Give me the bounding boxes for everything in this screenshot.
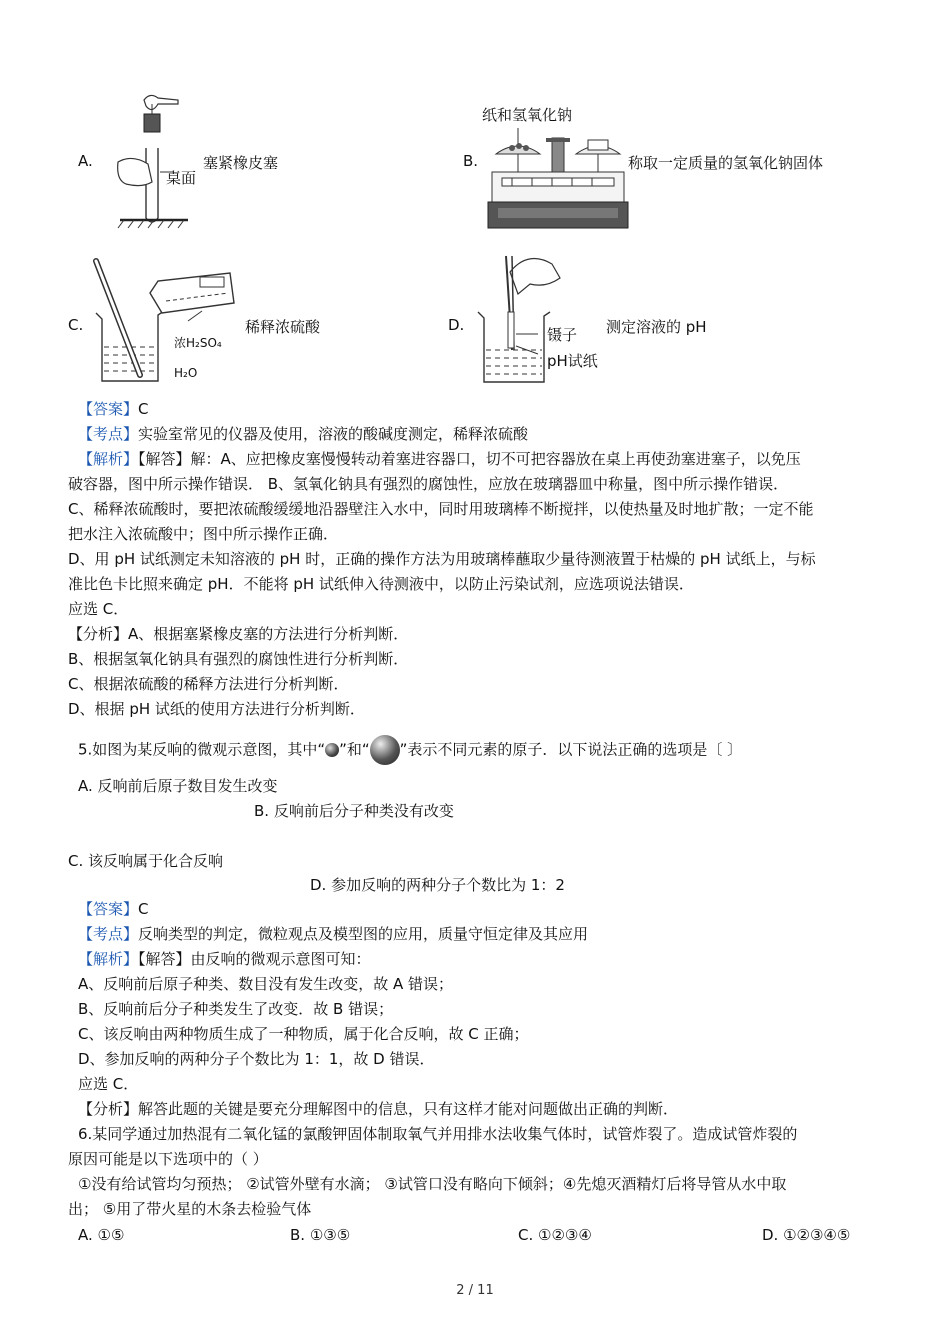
q4-analysis-line: C、稀释浓硫酸时，要把浓硫酸缓缓地沿器壁注入水中，同时用玻璃棒不断搅拌，以使热量及时地扩散；一定不能 [68, 500, 814, 518]
q5-option-b: B. 反响前后分子种类没有改变 [254, 802, 454, 820]
figure-c-letter: C. [68, 316, 84, 334]
figure-d-tweezers-label: 镊子 [547, 326, 578, 344]
q5-analysis-line: A、反响前后原子种类、数目没有发生改变，故 A 错误； [78, 975, 454, 993]
large-atom-icon [370, 735, 400, 765]
figure-d-description: 测定溶液的 pH [606, 318, 707, 336]
figure-a-illustration [110, 90, 210, 230]
q4-analysis-line: 【解析】【解答】解：A、应把橡皮塞慢慢转动着塞进容器口，切不可把容器放在桌上再使劲塞进塞子，以免压 [78, 450, 801, 468]
figure-c-description: 稀释浓硫酸 [245, 318, 321, 336]
q4-analysis-line: B、根据氢氧化钠具有强烈的腐蚀性进行分析判断． [68, 650, 409, 668]
q6-option-a: A. ①⑤ [78, 1226, 125, 1244]
q5-analysis-line: 【解析】【解答】由反响的微观示意图可知： [78, 950, 371, 968]
q5-analysis-line: 【分析】解答此题的关键是要充分理解图中的信息，只有这样才能对问题做出正确的判断． [78, 1100, 679, 1118]
q4-point: 【考点】实验室常见的仪器及使用，溶液的酸碱度测定，稀释浓硫酸 [78, 425, 529, 443]
page-number: 2 / 11 [456, 1283, 494, 1298]
figure-b-letter: B. [463, 152, 479, 170]
q5-analysis-line: D、参加反响的两种分子个数比为 1：1，故 D 错误． [78, 1050, 435, 1068]
q4-answer: 【答案】C [78, 400, 149, 418]
figure-d-letter: D. [448, 316, 465, 334]
small-atom-icon [325, 743, 339, 757]
q5-point: 【考点】反响类型的判定，微粒观点及模型图的应用，质量守恒定律及其应用 [78, 925, 589, 943]
q4-analysis-line: D、根据 pH 试纸的使用方法进行分析判断． [68, 700, 365, 718]
figure-c-acid-label: 浓H₂SO₄ [174, 336, 222, 350]
q5-stem: 5.如图为某反响的微观示意图，其中“ ”和“ ”表示不同元素的原子．以下说法正确的选项是〔 〕 [78, 735, 742, 765]
q6-stem: 原因可能是以下选项中的（ ） [68, 1150, 268, 1168]
figure-c-dilution-illustration [92, 255, 242, 390]
q5-analysis-line: C、该反响由两种物质生成了一种物质，属于化合反响，故 C 正确； [78, 1025, 529, 1043]
figure-b-description: 称取一定质量的氢氧化钠固体 [628, 154, 824, 172]
q6-option-d: D. ①②③④⑤ [762, 1226, 851, 1244]
figure-a-label-stopper: 塞紧橡皮塞 [203, 154, 279, 172]
q4-analysis-line: 【分析】A、根据塞紧橡皮塞的方法进行分析判断． [68, 625, 409, 643]
figure-b-balance-illustration [488, 128, 628, 230]
figure-c-water-label: H₂O [174, 366, 198, 380]
q5-analysis-line: B、反响前后分子种类发生了改变．故 B 错误； [78, 1000, 394, 1018]
q6-option-b: B. ①③⑤ [290, 1226, 351, 1244]
figure-d-paper-label: pH试纸 [547, 352, 598, 370]
q4-analysis-line: D、用 pH 试纸测定未知溶液的 pH 时，正确的操作方法为用玻璃棒蘸取少量待测液置于枯燥的 pH 试纸上，与标 [68, 550, 816, 568]
figure-b-top-label: 纸和氢氧化钠 [482, 106, 573, 124]
q5-option-d: D. 参加反响的两种分子个数比为 1：2 [310, 876, 565, 894]
q4-analysis-line: 准比色卡比照来确定 pH．不能将 pH 试纸伸入待测液中，以防止污染试剂，应选项说法错误． [68, 575, 694, 593]
q6-option-c: C. ①②③④ [518, 1226, 592, 1244]
q6-stem: 6.某同学通过加热混有二氧化锰的氯酸钾固体制取氧气并用排水法收集气体时，试管炸裂了。造成试管炸裂的 [78, 1125, 798, 1143]
q4-choice: 应选 C． [68, 600, 129, 618]
q4-analysis-line: C、根据浓硫酸的稀释方法进行分析判断． [68, 675, 349, 693]
figure-a-label-desk: 桌面 [166, 169, 197, 187]
q5-option-a: A. 反响前后原子数目发生改变 [78, 777, 278, 795]
q6-conditions: ①没有给试管均匀预热； ②试管外壁有水滴； ③试管口没有略向下倾斜；④先熄灭酒精灯后将导管从水中取 [78, 1175, 787, 1193]
q5-choice: 应选 C． [78, 1075, 139, 1093]
q4-analysis-line: 把水注入浓硫酸中；图中所示操作正确． [68, 525, 339, 543]
q5-option-c: C. 该反响属于化合反响 [68, 852, 224, 870]
q5-answer: 【答案】C [78, 900, 149, 918]
figure-a-letter: A. [78, 152, 93, 170]
q4-analysis-line: 破容器，图中所示操作错误． B、氢氧化钠具有强烈的腐蚀性，应放在玻璃器皿中称量，图中所示操作错误． [68, 475, 789, 493]
q6-conditions: 出； ⑤用了带火星的木条去检验气体 [68, 1200, 312, 1218]
